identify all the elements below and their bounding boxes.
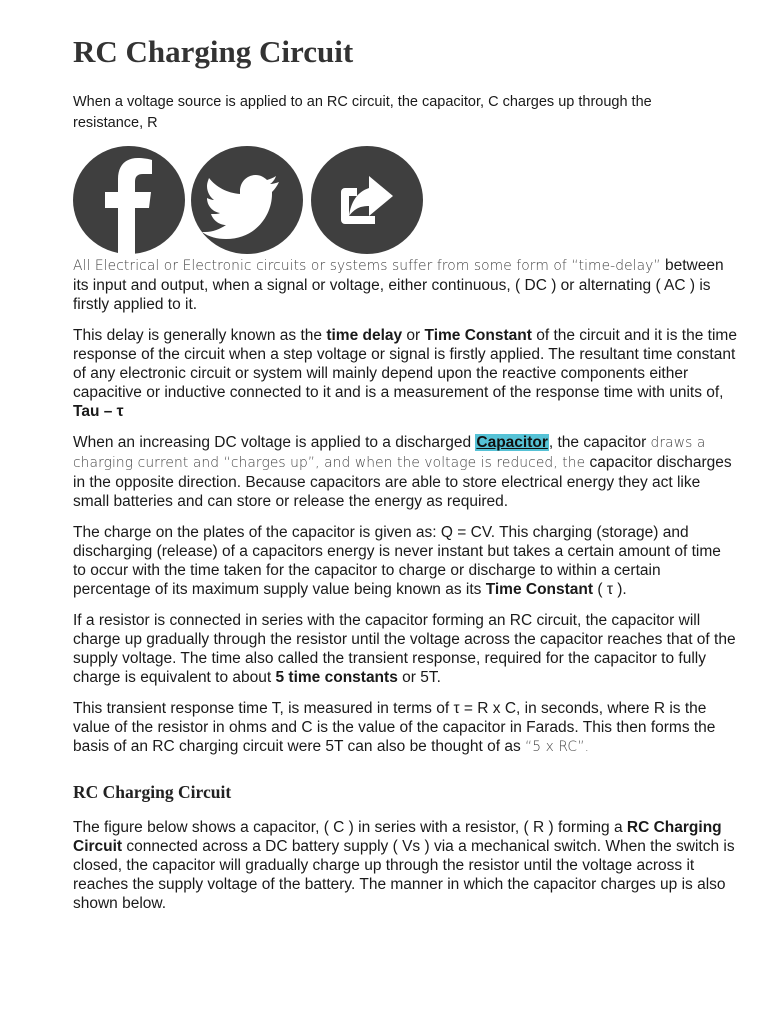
p3-text-b: , the capacitor	[548, 434, 651, 451]
p7-text-a: The figure below shows a capacitor, ( C ) in series with a resistor, ( R ) forming a	[73, 819, 627, 836]
page-title: RC Charging Circuit	[73, 34, 354, 69]
p5-text-c: or 5T.	[397, 669, 441, 686]
section-heading: RC Charging Circuit	[73, 782, 232, 802]
p3-text-a: When an increasing DC voltage is applied to a discharged	[73, 434, 476, 451]
twitter-icon	[191, 146, 303, 254]
term-rc-charging-circuit: RC Charging Circuit	[73, 819, 722, 855]
article-body	[73, 256, 737, 925]
p7-text-c: connected across a DC battery supply ( Vs ) via a mechanical switch. When the switch is closed, the capacitor will gradually charge up through the resistor until the voltage across it reaches the supply voltage of the battery. The manner in which the capacitor charges up is also shown below.	[73, 838, 735, 912]
paragraph-3	[73, 433, 737, 511]
paragraph-2	[73, 326, 737, 421]
paragraph-5	[73, 611, 737, 687]
term-time-delay: time delay	[326, 327, 403, 344]
share-button[interactable]	[311, 146, 423, 254]
share-bar	[73, 146, 433, 254]
term-time-constant: Time Constant	[424, 327, 532, 344]
term-5-time-constants: 5 time constants	[275, 669, 398, 686]
facebook-icon	[73, 146, 185, 254]
p2-text-d: of the circuit and it is the time response of the circuit when a step voltage or signal is firstly applied. The resultant time constant of any electronic circuit or system will mainly depend upon the reactive components either capacitive or inductive connected to it and is a measurement of the response time with units of,	[73, 327, 737, 401]
p3-text-c: capacitor discharges in the opposite direction. Because capacitors are able to store electrical energy they act like small batteries and can store or release the energy as required.	[73, 454, 732, 510]
p4-text-a: The charge on the plates of the capacitor is given as: Q = CV. This charging (storage) and discharging (release) of a capacitors energy is never instant but takes a certain amount of time to occur with the time taken for the capacitor to charge or discharge to within a certain percentage of its maximum supply value being known as its	[73, 524, 721, 598]
paragraph-4	[73, 523, 737, 599]
term-tau: Tau – τ	[73, 403, 124, 420]
share-icon	[311, 146, 423, 254]
capacitor-link[interactable]: Capacitor	[476, 434, 548, 451]
p4-text-c: ( τ ).	[593, 581, 627, 598]
facebook-share-button[interactable]	[73, 146, 185, 254]
p2-text-c: or	[402, 327, 425, 344]
paragraph-6	[73, 699, 737, 757]
paragraph-7	[73, 818, 737, 913]
paragraph-1-lead: All Electrical or Electronic circuits or systems suffer from some form of “time-delay”	[73, 258, 661, 274]
p5-text-a: If a resistor is connected in series with the capacitor forming an RC circuit, the capacitor will charge up gradually through the resistor until the voltage across the capacitor reaches that of the supply voltage. The time also called the transient response, required for the capacitor to fully charge is equivalent to about	[73, 612, 736, 686]
paragraph-1-rest: between its input and output, when a signal or voltage, either continuous, ( DC ) or alternating ( AC ) is firstly applied to it.	[73, 257, 724, 313]
p2-text-a: This delay is generally known as the	[73, 327, 327, 344]
intro-text: When a voltage source is applied to an RC circuit, the capacitor, C charges up through the resistance, R	[73, 94, 652, 131]
term-time-constant-2: Time Constant	[485, 581, 594, 598]
p6-light-text: “5 x RC”.	[525, 739, 590, 755]
twitter-share-button[interactable]	[191, 146, 303, 254]
p3-light-text: draws a charging current and “charges up”, and when the voltage is reduced, the	[73, 435, 706, 471]
paragraph-1	[73, 256, 737, 314]
p6-text-a: This transient response time T, is measured in terms of τ = R x C, in seconds, where R is the value of the resistor in ohms and C is the value of the capacitor in Farads. This then forms the basis of an RC charging circuit were 5T can also be thought of as	[73, 700, 716, 755]
